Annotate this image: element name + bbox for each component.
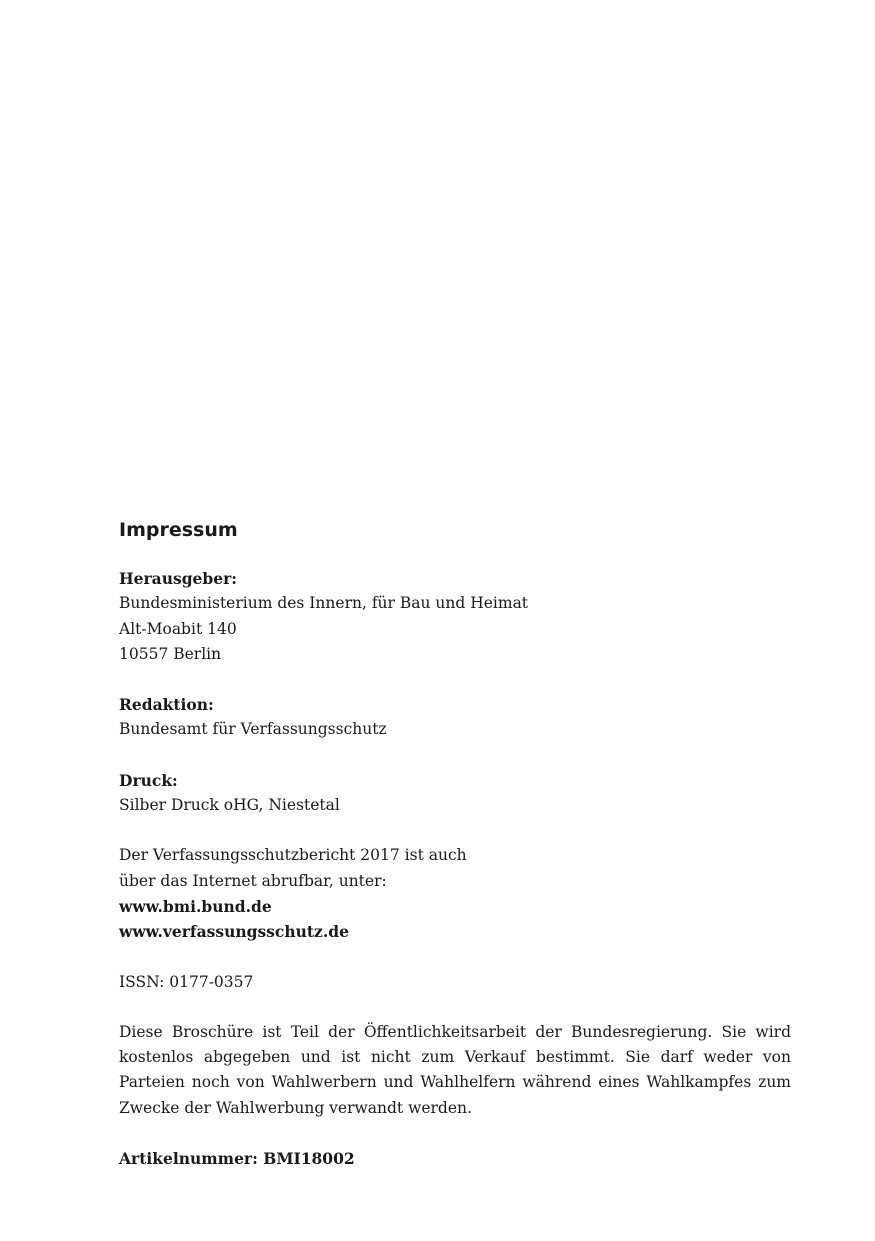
publisher-street: Alt-Moabit 140 — [119, 619, 237, 638]
link-verfassungsschutz[interactable]: www.verfassungsschutz.de — [119, 922, 349, 942]
editorial-label: Redaktion: — [119, 695, 214, 715]
publisher-label: Herausgeber: — [119, 569, 237, 588]
impressum-section — [119, 516, 791, 1171]
article-number-block — [119, 1146, 791, 1171]
link-bmi[interactable]: www.bmi.bund.de — [119, 896, 272, 916]
issn-number: ISSN: 0177-0357 — [119, 972, 254, 991]
print-label: Druck: — [119, 770, 178, 790]
issn-block — [119, 970, 791, 995]
print-block — [119, 768, 791, 819]
print-company: Silber Druck oHG, Niestetal — [119, 796, 340, 815]
internet-block — [119, 843, 791, 944]
editorial-block — [119, 692, 791, 743]
publisher-block — [119, 566, 791, 667]
disclaimer-paragraph: Diese Broschüre ist Teil der Öffentlichkeitsarbeit der Bundesregierung. Sie wird kostenlos abgegeben und ist nicht zum Verkauf bestimmt. Sie darf weder von Parteien noch von Wahlwerbern und Wahlhelfern während eines Wahlkampfes zum Zwecke der Wahlwerbung verwandt werden. — [119, 1022, 791, 1117]
internet-text-line-1: Der Verfassungsschutzbericht 2017 ist auch — [119, 846, 467, 865]
publisher-name: Bundesministerium des Innern, für Bau und Heimat — [119, 594, 529, 613]
internet-text-line-2: über das Internet abrufbar, unter: — [119, 871, 387, 890]
page-title: Impressum — [119, 519, 238, 541]
publisher-city: 10557 Berlin — [119, 644, 222, 663]
editorial-name: Bundesamt für Verfassungsschutz — [119, 720, 387, 739]
article-number: Artikelnummer: BMI18002 — [119, 1149, 355, 1169]
